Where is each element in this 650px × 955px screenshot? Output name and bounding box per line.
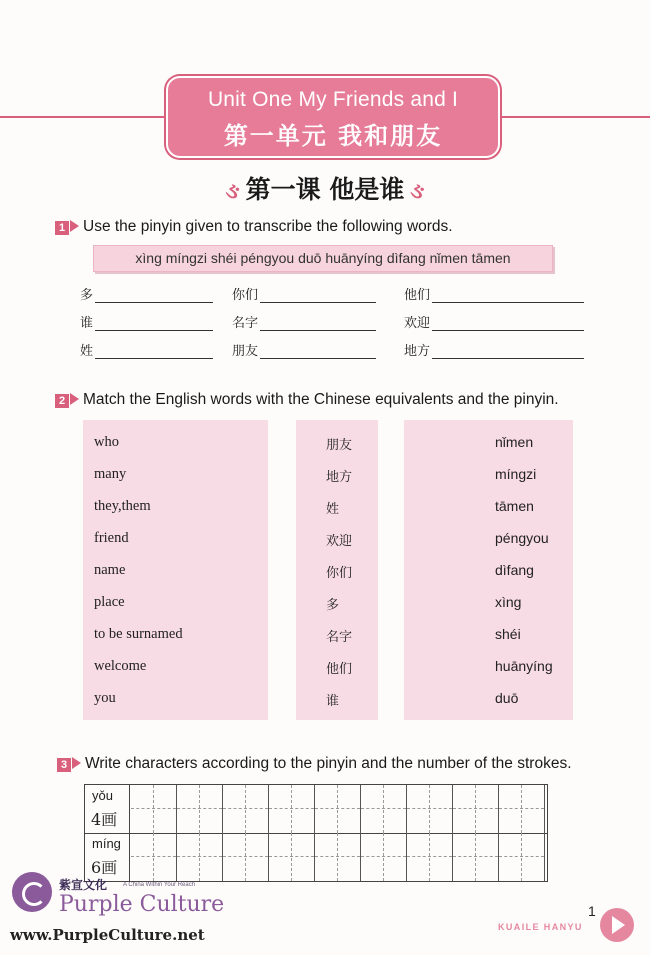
chinese-word: 你们 [232, 288, 259, 303]
website-url: www.PurpleCulture.net [10, 926, 205, 944]
pinyin-word-bank: xìng míngzi shéi péngyou duō huānyíng dìfang nǐmen tāmen [93, 245, 553, 272]
question-text: Match the English words with the Chinese equivalents and the pinyin. [83, 391, 559, 408]
arrow-triangle-icon [612, 916, 625, 934]
panel-gap-left [268, 420, 296, 720]
writing-cell[interactable] [315, 785, 361, 833]
match-chinese-item: 姓 [326, 502, 340, 517]
guide-line-horizontal [269, 856, 314, 857]
guide-line-horizontal [361, 856, 406, 857]
chinese-word: 谁 [80, 316, 94, 331]
unit-title-english: Unit One My Friends and I [207, 88, 459, 111]
match-english-item: many [94, 466, 127, 482]
match-pinyin-item: duō [495, 690, 519, 706]
match-pinyin-item: péngyou [495, 530, 549, 546]
triangle-icon [70, 393, 79, 405]
guide-line-horizontal [499, 808, 544, 809]
guide-line-vertical [245, 785, 246, 833]
question-2-instruction [55, 391, 559, 409]
triangle-icon [72, 757, 81, 769]
swirl-ornament-right-icon: ઙ [410, 179, 425, 204]
transcription-item [232, 284, 376, 303]
logo-swirl-icon [22, 882, 46, 906]
match-chinese-item: 你们 [326, 566, 353, 581]
guide-line-horizontal [361, 808, 406, 809]
match-english-item: welcome [94, 658, 147, 674]
guide-line-vertical [199, 833, 200, 881]
guide-line-vertical [291, 833, 292, 881]
answer-blank[interactable] [260, 316, 376, 331]
chinese-word: 地方 [404, 344, 431, 359]
swirl-ornament-left-icon: ઙ [225, 179, 240, 204]
match-english-item: you [94, 690, 116, 706]
guide-line-horizontal [223, 808, 268, 809]
match-english-item: they,them [94, 498, 151, 514]
answer-blank[interactable] [432, 344, 584, 359]
lesson-title-text: 第一课 他是谁 [245, 175, 405, 204]
writing-cell[interactable] [177, 833, 223, 881]
logo-chinese-name: 紫宣文化 [59, 878, 108, 892]
question-text: Write characters according to the pinyin and the number of the strokes. [85, 755, 572, 772]
writing-row [85, 833, 547, 881]
guide-line-horizontal [131, 808, 176, 809]
pinyin-prompt: yǒu [92, 788, 113, 803]
banner-line-right [496, 116, 650, 118]
match-pinyin-item: dìfang [495, 562, 534, 578]
stroke-count: 6画 [91, 858, 118, 877]
match-pinyin-item: shéi [495, 626, 521, 642]
banner-line-left [0, 116, 168, 118]
lesson-title [0, 170, 650, 206]
unit-title-chinese: 第一单元 我和朋友 [223, 121, 443, 150]
transcription-item [404, 312, 584, 331]
chinese-word: 姓 [80, 344, 94, 359]
guide-line-horizontal [131, 856, 176, 857]
match-chinese-item: 朋友 [326, 438, 353, 453]
guide-line-horizontal [315, 856, 360, 857]
guide-line-vertical [475, 833, 476, 881]
writing-cell[interactable] [315, 833, 361, 881]
match-pinyin-item: tāmen [495, 498, 534, 514]
panel-gap-right [378, 420, 404, 720]
writing-row-label [85, 833, 130, 881]
guide-line-vertical [383, 833, 384, 881]
match-chinese-item: 多 [326, 598, 340, 613]
writing-row-label [85, 785, 130, 833]
transcription-item [80, 340, 213, 359]
guide-line-horizontal [177, 856, 222, 857]
writing-cell[interactable] [361, 833, 407, 881]
guide-line-vertical [199, 785, 200, 833]
guide-line-horizontal [407, 856, 452, 857]
match-pinyin-item: xìng [495, 594, 522, 610]
guide-line-vertical [521, 833, 522, 881]
transcription-item [232, 340, 376, 359]
writing-cell[interactable] [131, 833, 177, 881]
transcription-item [80, 284, 213, 303]
writing-cell[interactable] [131, 785, 177, 833]
match-chinese-item: 欢迎 [326, 534, 353, 549]
guide-line-vertical [521, 785, 522, 833]
guide-line-horizontal [223, 856, 268, 857]
guide-line-vertical [245, 833, 246, 881]
writing-cell[interactable] [269, 833, 315, 881]
writing-row [85, 785, 547, 834]
unit-banner [166, 76, 500, 158]
logo-tagline: A China Within Your Reach [123, 882, 196, 888]
match-english-item: name [94, 562, 126, 578]
match-chinese-item: 谁 [326, 694, 340, 709]
writing-cell[interactable] [407, 785, 453, 833]
guide-line-vertical [291, 785, 292, 833]
match-english-item: who [94, 434, 119, 450]
guide-line-horizontal [177, 808, 222, 809]
guide-line-vertical [153, 785, 154, 833]
writing-cell[interactable] [361, 785, 407, 833]
writing-cell[interactable] [499, 785, 545, 833]
guide-line-vertical [383, 785, 384, 833]
guide-line-vertical [475, 785, 476, 833]
transcription-item [404, 340, 584, 359]
match-english-item: to be surnamed [94, 626, 183, 642]
writing-cell[interactable] [269, 785, 315, 833]
question-number-badge: 1 [55, 221, 69, 235]
question-3-instruction [57, 755, 572, 773]
transcription-item [404, 284, 584, 303]
match-english-item: friend [94, 530, 129, 546]
guide-line-horizontal [499, 856, 544, 857]
writing-cell[interactable] [223, 833, 269, 881]
match-chinese-item: 地方 [326, 470, 353, 485]
logo-name: Purple Culture [59, 892, 225, 917]
chinese-word: 他们 [404, 288, 431, 303]
chinese-word: 多 [80, 288, 94, 303]
guide-line-vertical [429, 833, 430, 881]
pinyin-prompt: míng [92, 836, 121, 851]
match-chinese-item: 名字 [326, 630, 353, 645]
writing-cell[interactable] [499, 833, 545, 881]
writing-cell[interactable] [177, 785, 223, 833]
question-text: Use the pinyin given to transcribe the following words. [83, 218, 453, 235]
answer-blank[interactable] [260, 344, 376, 359]
writing-cell[interactable] [407, 833, 453, 881]
chinese-word: 名字 [232, 316, 259, 331]
guide-line-vertical [153, 833, 154, 881]
answer-blank[interactable] [260, 288, 376, 303]
question-number-badge: 2 [55, 394, 69, 408]
answer-blank[interactable] [95, 288, 213, 303]
series-name: KUAILE HANYU [498, 922, 583, 932]
answer-blank[interactable] [95, 316, 213, 331]
guide-line-vertical [337, 833, 338, 881]
page-number: 1 [588, 903, 596, 919]
guide-line-vertical [337, 785, 338, 833]
match-pinyin-item: nǐmen [495, 434, 534, 450]
answer-blank[interactable] [432, 288, 584, 303]
match-pinyin-item: huānyíng [495, 658, 553, 674]
question-1-instruction [55, 218, 453, 236]
writing-cell[interactable] [453, 785, 499, 833]
character-writing-grid [84, 784, 548, 882]
answer-blank[interactable] [95, 344, 213, 359]
guide-line-horizontal [407, 808, 452, 809]
guide-line-horizontal [315, 808, 360, 809]
guide-line-vertical [429, 785, 430, 833]
transcription-item [80, 312, 213, 331]
writing-cell[interactable] [453, 833, 499, 881]
stroke-count: 4画 [91, 810, 118, 829]
match-pinyin-item: míngzi [495, 466, 537, 482]
answer-blank[interactable] [432, 316, 584, 331]
guide-line-horizontal [269, 808, 314, 809]
chinese-word: 欢迎 [404, 316, 431, 331]
guide-line-horizontal [453, 808, 498, 809]
match-english-item: place [94, 594, 125, 610]
guide-line-horizontal [453, 856, 498, 857]
chinese-word: 朋友 [232, 344, 259, 359]
question-number-badge: 3 [57, 758, 71, 772]
match-chinese-item: 他们 [326, 662, 353, 677]
writing-cell[interactable] [223, 785, 269, 833]
triangle-icon [70, 220, 79, 232]
transcription-item [232, 312, 376, 331]
